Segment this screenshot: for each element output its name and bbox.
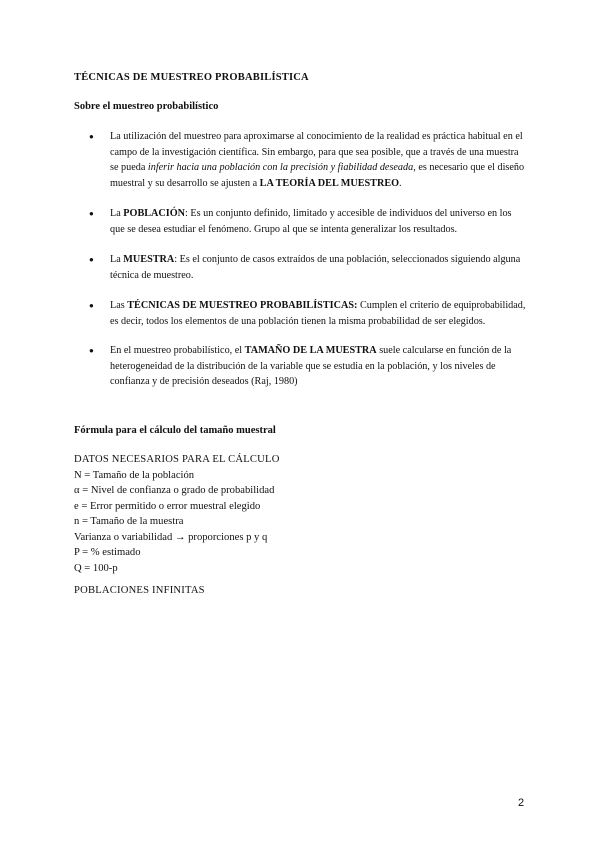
data-line-N: N = Tamaño de la población <box>74 469 195 481</box>
bullet-bold-term: LA TEORÍA DEL MUESTREO <box>259 177 400 189</box>
bullet-text: La <box>110 208 124 219</box>
bullet-item-muestreo <box>74 129 526 191</box>
data-line-Q: Q = 100-p <box>74 562 118 574</box>
bullet-text: Cumplen el criterio de equiprobabilidad, es decir, todos los elementos de una población tienen la misma probabilidad de ser elegidos. <box>110 300 526 327</box>
page-number: 2 <box>518 797 525 809</box>
bullet-bold-term: TÉCNICAS DE MUESTREO PROBABILÍSTICAS: <box>127 300 358 311</box>
bullet-item-poblacion <box>74 206 526 237</box>
data-list <box>74 452 280 576</box>
data-line-varianza: Varianza o variabilidad → proporciones p y q <box>74 531 268 543</box>
bullet-text: La <box>110 254 124 265</box>
bullet-italic-text: inferir hacia una población con la precisión y fiabilidad deseada <box>147 162 414 173</box>
formula-section-title: Fórmula para el cálculo del tamaño muestral <box>74 425 276 436</box>
bullet-bold-term: POBLACIÓN <box>123 208 185 219</box>
bullet-text: : Es un conjunto definido, limitado y accesible de individuos del universo en los que se desea estudiar el fenómeno. Grupo al que se intenta generalizar los resultados. <box>110 208 512 235</box>
bullet-bold-term: TAMAÑO DE LA MUESTRA <box>244 345 377 356</box>
bullet-item-muestra <box>74 252 526 283</box>
bullet-text: suele calcularse en función de la heterogeneidad de la distribución de la variable que se estudia en la población, y los niveles de confianza y de precisión deseados (Raj, 1980) <box>110 345 512 387</box>
bullet-text: . <box>399 177 402 189</box>
bullet-item-tecnicas <box>74 298 526 329</box>
infinite-populations-heading: POBLACIONES INFINITAS <box>74 585 205 596</box>
bullet-bold-term: MUESTRA <box>123 254 175 265</box>
data-heading: DATOS NECESARIOS PARA EL CÁLCULO <box>74 454 280 465</box>
bullet-text: Las <box>110 300 128 311</box>
data-line-e: e = Error permitido o error muestral elegido <box>74 500 261 512</box>
document-title: TÉCNICAS DE MUESTREO PROBABILÍSTICA <box>74 72 309 83</box>
bullet-text: : Es el conjunto de casos extraídos de una población, seleccionados siguiendo alguna técnica de muestreo. <box>110 254 521 281</box>
data-line-n: n = Tamaño de la muestra <box>74 516 184 527</box>
bullet-text: , es necesario que el diseño muestral y su desarrollo se ajusten a <box>110 162 525 189</box>
bullet-text: La utilización del muestreo para aproximarse al conocimiento de la realidad es práctica habitual en el campo de la investigación científica. Sin embargo, para que sea posible, que a través de una muestra se pueda <box>110 131 523 173</box>
bullet-item-tamano <box>74 343 526 390</box>
bullet-list <box>74 129 526 405</box>
data-line-P: P = % estimado <box>74 547 141 558</box>
bullet-text: En el muestreo probabilístico, el <box>110 345 245 356</box>
section-subtitle: Sobre el muestreo probabilístico <box>74 101 219 112</box>
data-line-alpha: α = Nivel de confianza o grado de probabilidad <box>74 485 275 496</box>
